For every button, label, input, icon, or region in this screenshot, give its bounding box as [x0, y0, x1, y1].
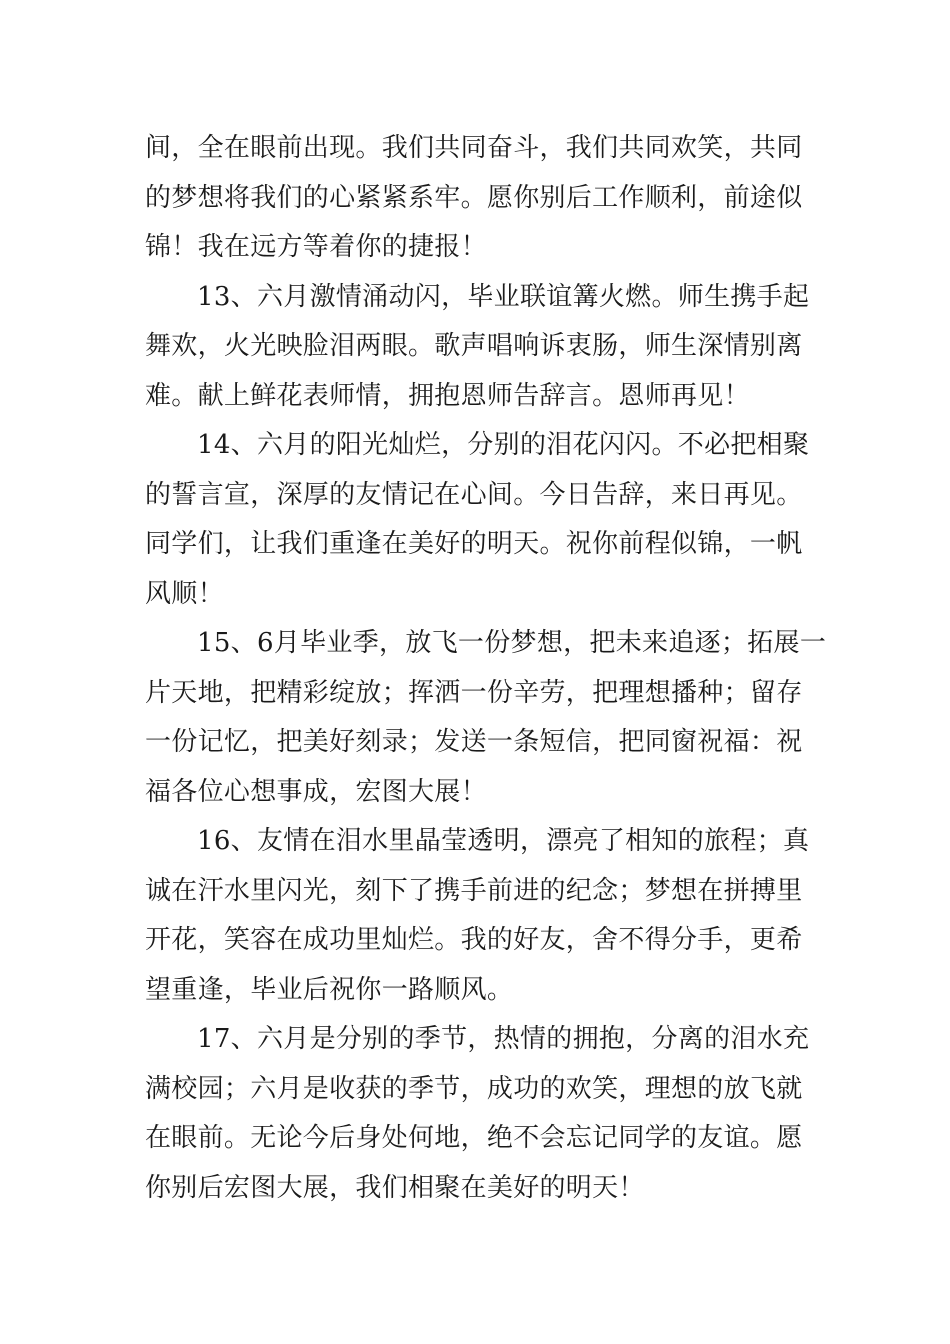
document-body: [145, 124, 827, 1213]
paragraph-15: [145, 619, 827, 817]
text-line: 14、六月的阳光灿烂，分别的泪花闪闪。不必把相聚: [197, 430, 810, 460]
text-line: 锦！我在远方等着你的捷报！: [145, 232, 487, 262]
text-line: 开花，笑容在成功里灿烂。我的好友，舍不得分手，更希: [145, 925, 803, 955]
text-line: 难。献上鲜花表师情，拥抱恩师告辞言。恩师再见！: [145, 380, 750, 411]
text-line: 15、6月毕业季，放飞一份梦想，把未来追逐；拓展一: [197, 628, 827, 658]
text-line: 间，全在眼前出现。我们共同奋斗，我们共同欢笑，共同: [145, 133, 803, 163]
text-line: 17、六月是分别的季节，热情的拥抱，分离的泪水充: [197, 1024, 810, 1054]
text-line: 你别后宏图大展，我们相聚在美好的明天！: [145, 1172, 645, 1203]
text-line: 诚在汗水里闪光，刻下了携手前进的纪念；梦想在拼搏里: [145, 875, 803, 906]
text-line: 望重逢，毕业后祝你一路顺风。: [145, 974, 514, 1005]
text-line: 一份记忆，把美好刻录；发送一条短信，把同窗祝福：祝: [145, 727, 803, 757]
paragraph-17: [145, 1015, 810, 1213]
text-line: 13、六月激情涌动闪，毕业联谊篝火燃。师生携手起: [197, 281, 810, 312]
text-line: 的誓言宣，深厚的友情记在心间。今日告辞，来日再见。: [145, 479, 803, 510]
text-line: 福各位心想事成，宏图大展！: [145, 776, 487, 807]
text-line: 风顺！: [145, 578, 224, 609]
paragraph-continuation: [145, 124, 807, 273]
paragraph-13: [145, 273, 810, 422]
paragraph-14: [145, 421, 810, 619]
text-line: 舞欢，火光映脸泪两眼。歌声唱响诉衷肠，师生深情别离: [145, 331, 803, 361]
paragraph-16: [145, 817, 810, 1015]
text-line: 同学们，让我们重逢在美好的明天。祝你前程似锦，一帆: [145, 529, 803, 559]
text-line: 片天地，把精彩绽放；挥洒一份辛劳，把理想播种；留存: [145, 677, 803, 708]
text-line: 在眼前。无论今后身处何地，绝不会忘记同学的友谊。愿: [145, 1123, 803, 1153]
text-line: 满校园；六月是收获的季节，成功的欢笑，理想的放飞就: [145, 1073, 803, 1104]
text-line: 16、友情在泪水里晶莹透明，漂亮了相知的旅程；真: [197, 826, 810, 856]
text-line: 的梦想将我们的心紧紧系牢。愿你别后工作顺利，前途似: [145, 182, 803, 213]
